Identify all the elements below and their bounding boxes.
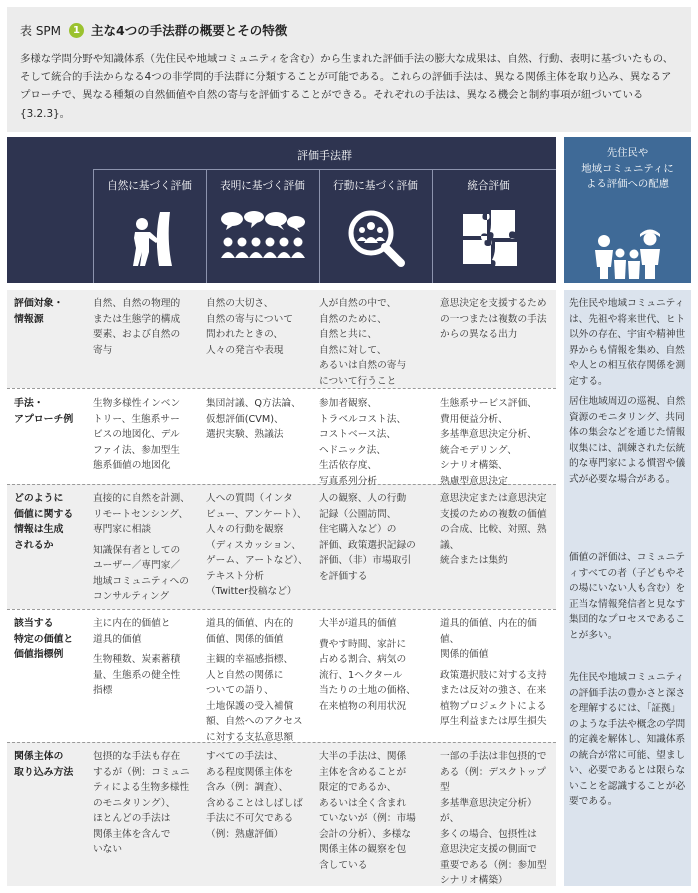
band-divider: [93, 169, 556, 170]
cell-paragraph: 主に内在的価値と 道具的価値: [93, 618, 171, 645]
cell-paragraph: 道具的価値、内在的価値、 関係的価値: [440, 618, 537, 660]
family-group-icon: [586, 223, 670, 279]
table-cell: 集団討議、Q方法論、 仮想評価(CVM)、 選択実験、熟議法: [206, 398, 301, 440]
methods-header-band: [7, 137, 556, 283]
table-cell: [93, 491, 206, 605]
table-cell: 人への質問（インタ ビュー、アンケート）、 人々の行動を観察 （ディスカッション、 ゲーム、アートなど）、 テキスト分析 （Twitter投稿など）: [206, 493, 308, 597]
table-cell: [319, 616, 432, 714]
table-cell: 生物多様性インベン トリー、生態系サー ビスの地図化、デル ファイ法、参加型生 態系価値の地図化: [93, 398, 181, 471]
cell-paragraph: 費やす時間、家計に 占める割合、病気の 流行、1ヘクタール 当たりの土地の価格、 在来植物の利用状況: [319, 638, 416, 712]
indigenous-column: [564, 290, 691, 886]
puzzle-pieces-icon: [432, 205, 545, 271]
speech-bubbles-audience-icon: [206, 205, 319, 271]
table-cell: 包摂的な手法も存在 するが（例：コミュニ ティによる生物多様性 のモニタリング）、 ほとんどの手法は 関係主体を含んで いない: [93, 751, 190, 855]
indigenous-paragraph: 価値の評価は、コミュニティすべての者（子どもやその場にいない人も含む）を正当な情報発信者と見なす集団的なプロセスであることが多い。: [569, 552, 686, 641]
table-cell: すべての手法は、 ある程度関係主体を 含み（例：調査）、 含めることはしばしば 手法に不可欠である （例：熟慮評価）: [206, 751, 303, 840]
cell-paragraph: 主観的幸福感指標、 人と自然の関係に ついての語り、 土地保護の受入補償 額、自然へのアクセス に対する支払意思額: [206, 654, 303, 743]
indigenous-heading: [564, 146, 691, 193]
row-label-values: 該当する 特定の価値と 価値指標例: [14, 618, 74, 660]
cell-paragraph: 直接的に自然を計測、 リモートセンシング、 専門家に相談: [93, 493, 190, 535]
table-cell: 意思決定を支援するため の一つまたは複数の手法 からの異なる出力: [440, 298, 547, 340]
table-cell: 参加者観察、 トラベルコスト法、 コストベース法、 ヘドニック法、 生活依存度、 写真系列分析: [319, 398, 407, 487]
table-title-row: [20, 21, 287, 39]
row-label-target: 評価対象・ 情報源: [14, 298, 64, 325]
table-cell: 人の観察、人の行動 記録（公園訪問、 住宅購入など）の 評価、政策選択記録の 評価、（非）市場取引 を評価する: [319, 493, 416, 582]
table-cell: 生態系サービス評価、 費用便益分析、 多基準意思決定分析、 統合モデリング、 シナリオ構築、 熟慮型意思決定: [440, 398, 537, 487]
indigenous-paragraph: 居住地域周辺の巡視、自然資源のモニタリング、共同体の集会などを通じた情報収集には、訓練された伝統的な専門家による慣習や儀式が必要な場合がある。: [569, 396, 686, 485]
indigenous-paragraph: 先住民や地域コミュニティは、先祖や将来世代、ヒト以外の存在、宇宙や精神世界からも情報を集め、自然や人との相互依存関係を測定する。: [569, 298, 686, 387]
cell-paragraph: 大半が道具的価値: [319, 618, 397, 629]
cell-paragraph: 知識保有者としての ユーザー／専門家／ 地域コミュニティへの コンサルティング: [93, 544, 189, 602]
table-cell: 意思決定または意思決定 支援のための複数の価値 の合成、比較、対照、熟議、 統合または集約: [440, 493, 547, 566]
table-cell: 大半の手法は、関係 主体を含めることが 限定的であるか、 あるいは全く含まれ ていないが（例：市場 会計の分析）、多様な 関係主体の観察を包 含している: [319, 751, 416, 871]
row-separator: [7, 388, 556, 389]
column-header-statement: 表明に基づく評価: [220, 180, 305, 192]
table-cell: 自然の大切さ、 自然の寄与について 問われたときの、 人々の発言や表現: [206, 298, 293, 356]
indigenous-heading-text: 先住民や 地域コミュニティに よる評価への配慮: [581, 147, 674, 190]
column-header-behavior: 行動に基づく評価: [333, 180, 418, 192]
table-cell: [93, 616, 206, 699]
indigenous-header-band: [564, 137, 691, 283]
table-cell: [206, 616, 319, 745]
table-cell: 自然、自然の物理的 または生態学的構成 要素、および自然の 寄与: [93, 298, 181, 356]
table-title: 主な4つの手法群の概要とその特徴: [91, 23, 288, 38]
cell-paragraph: 政策選択肢に対する支持 または反対の強さ、在来 植物プロジェクトによる 厚生利益または厚生損失: [440, 669, 547, 727]
column-header-nature: 自然に基づく評価: [107, 180, 192, 192]
cell-paragraph: 道具的価値、内在的 価値、関係的価値: [206, 618, 294, 645]
table-cell: 一部の手法は非包摂的で ある（例：デスクトップ型 多基準意思決定分析）が、 多くの場合、包摂性は 意思決定支援の側面で 重要である（例：参加型 シナリオ構築）: [440, 751, 547, 886]
methods-group-label: 評価手法群: [297, 149, 352, 162]
table-header-box: [7, 7, 691, 132]
table-number: 表 SPM: [20, 23, 62, 38]
table-cell: 人が自然の中で、 自然のために、 自然と共に、 自然に対して、 あるいは自然の寄与 について行うこと: [319, 298, 407, 387]
person-hugging-tree-icon: [93, 205, 206, 271]
table-badge: 1: [69, 23, 84, 38]
row-label-generation: どのように 価値に関する 情報は生成 されるか: [14, 493, 74, 551]
row-label-stakeholders: 関係主体の 取り込み方法: [14, 751, 74, 778]
intro-paragraph: 多様な学問分野や知識体系（先住民や地域コミュニティを含む）から生まれた評価手法の膨大な成果は、自然、行動、表明に基づいたもの、そして統合的手法からなる4つの非学問的手法群に分類することが可能である。これらの評価手法は、異なる関係主体を取り込み、異なるアプローチで、異なる種類の自然価値や自然の寄与を評価することができる。それぞれの手法は、異なる機会と制約事項が紐づいている {3.2.3}。: [20, 53, 674, 120]
indigenous-paragraph: 先住民や地域コミュニティの評価手法の豊かさと深さを理解するには、「証拠」のような手法や概念の学問的定義を解体し、知識体系の統合が常に可能、望ましい、必要であるとは限らないことを認識することが必要である。: [569, 672, 686, 807]
column-header-integrated: 統合評価: [467, 180, 510, 192]
row-separator: [7, 609, 556, 610]
row-label-methods: 手法・ アプローチ例: [14, 398, 74, 425]
magnifier-people-icon: [319, 205, 432, 271]
table-cell: [440, 616, 553, 730]
cell-paragraph: 生物種数、炭素蓄積 量、生態系の健全性 指標: [93, 654, 181, 696]
